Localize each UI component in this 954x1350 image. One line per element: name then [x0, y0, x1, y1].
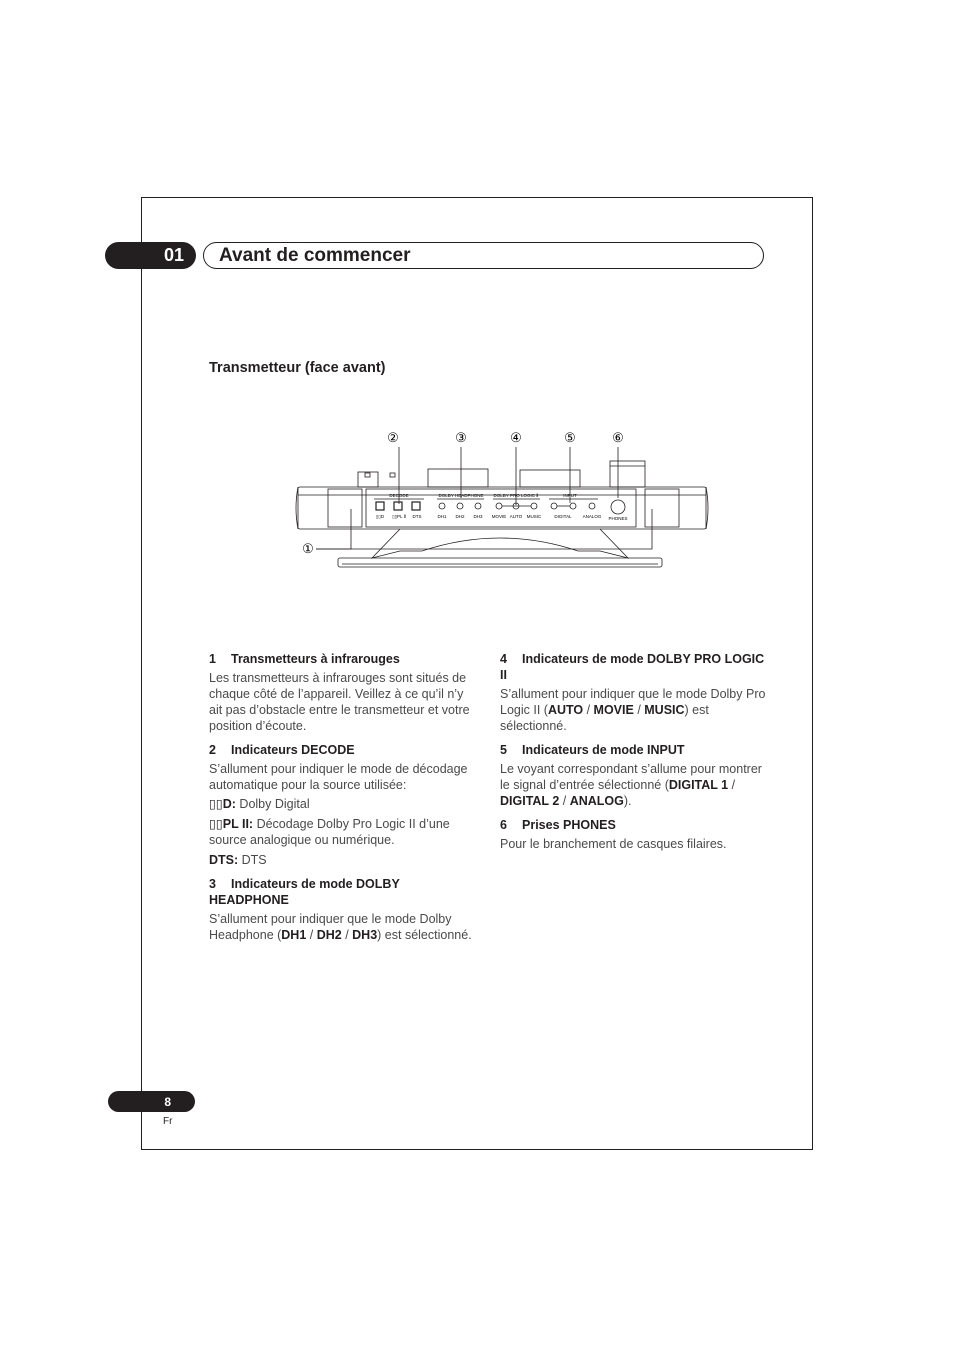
item-body: Pour le branchement de casques filaires. [500, 837, 727, 851]
item-heading [209, 876, 477, 908]
body-text: Le voyant correspondant s’allume pour montrer le signal d’entrée sélectionné ( [500, 762, 762, 792]
item-title: Transmetteurs à infrarouges [231, 652, 400, 666]
item-number: 2 [209, 743, 216, 757]
callout-4: ④ [510, 430, 522, 445]
item-title: Indicateurs de mode DOLBY HEADPHONE [209, 877, 400, 907]
definition-desc: DTS [238, 853, 267, 867]
chapter-title-text: Avant de commencer [219, 244, 411, 266]
callout-3: ③ [455, 430, 467, 445]
item-6 [500, 817, 768, 852]
label-dh1: DH1 [437, 514, 447, 519]
separator: / [583, 703, 594, 717]
option-digital-2: DIGITAL 2 [500, 794, 560, 808]
separator: / [341, 928, 353, 942]
label-phones: PHONES [608, 516, 628, 521]
definition-term: DTS: [209, 853, 239, 867]
label-digital: DIGITAL [554, 514, 572, 519]
label-auto: AUTO [509, 514, 523, 519]
callout-1: ① [302, 541, 314, 556]
item-body [500, 761, 768, 809]
option-music: MUSIC [644, 703, 685, 717]
item-4 [500, 651, 768, 734]
definition-desc: Dolby Digital [235, 797, 310, 811]
item-body: Les transmetteurs à infrarouges sont situés de chaque côté de l’appareil. Veillez à ce qu’il n’y ait pas d’obstacle entre le transmetteur et votre position d’écoute. [209, 671, 470, 733]
label-dh2: DH2 [455, 514, 465, 519]
item-number: 5 [500, 743, 507, 757]
page-number: 8 [108, 1091, 195, 1112]
separator: / [306, 928, 317, 942]
option-dh3: DH3 [352, 928, 378, 942]
item-3 [209, 876, 477, 943]
body-text: S’allument pour indiquer que le mode Dolby Headphone ( [209, 912, 452, 942]
separator: / [559, 794, 570, 808]
item-number: 6 [500, 818, 507, 832]
item-2 [209, 742, 477, 868]
definition-pro-logic [209, 816, 477, 848]
item-heading [500, 651, 768, 683]
chapter-number: 01 [105, 242, 196, 269]
item-title: Indicateurs de mode DOLBY PRO LOGIC II [500, 652, 765, 682]
label-music: MUSIC [526, 514, 542, 519]
item-1 [209, 651, 477, 734]
body-text: S’allument pour indiquer que le mode Dolby Pro Logic II ( [500, 687, 766, 717]
label-movie: MOVIE [491, 514, 507, 519]
item-body: S’allument pour indiquer le mode de décodage automatique pour la source utilisée: [209, 762, 468, 792]
label-dolby-pro-logic: DOLBY PRO LOGIC Ⅱ [493, 493, 539, 498]
option-auto: AUTO [547, 703, 584, 717]
item-body [500, 686, 768, 734]
item-5 [500, 742, 768, 809]
body-text: ). [623, 794, 632, 808]
item-title: Prises PHONES [522, 818, 616, 832]
definition-dts [209, 852, 477, 868]
label-dpl2: ▯▯PL Ⅱ [392, 514, 406, 519]
section-title: Transmetteur (face avant) [209, 360, 386, 376]
transmitter-front-diagram [290, 425, 710, 580]
right-column [500, 651, 768, 860]
label-dh3: DH3 [473, 514, 483, 519]
definition-desc: Décodage Dolby Pro Logic II d’une source analogique ou numérique. [209, 817, 450, 847]
body-text: ) est sélectionné. [500, 703, 709, 733]
left-column [209, 651, 477, 951]
definition-dolby-digital [209, 796, 477, 812]
item-heading [209, 651, 477, 667]
callout-2: ② [387, 430, 399, 445]
callout-6: ⑥ [612, 430, 624, 445]
option-analog: ANALOG [569, 794, 624, 808]
label-dts: DTS [412, 514, 422, 519]
callout-5: ⑤ [564, 430, 576, 445]
separator: / [728, 778, 736, 792]
label-dolby-headphone: DOLBY HEADPHONE [438, 493, 484, 498]
label-analog: ANALOG [582, 514, 602, 519]
definition-term: ▯▯D: [209, 797, 236, 811]
item-title: Indicateurs DECODE [231, 743, 355, 757]
definition-term: ▯▯PL II: [209, 817, 254, 831]
body-text: ) est sélectionné. [377, 928, 472, 942]
option-movie: MOVIE [593, 703, 634, 717]
item-heading [500, 817, 768, 833]
option-digital-1: DIGITAL 1 [668, 778, 729, 792]
language-code: Fr [163, 1116, 173, 1127]
item-heading [500, 742, 768, 758]
option-dh1: DH1 [281, 928, 307, 942]
label-decode: DECODE [389, 493, 409, 498]
label-input: INPUT [563, 493, 577, 498]
option-dh2: DH2 [316, 928, 342, 942]
item-heading [209, 742, 477, 758]
item-number: 1 [209, 652, 216, 666]
item-title: Indicateurs de mode INPUT [522, 743, 685, 757]
item-number: 3 [209, 877, 216, 891]
item-number: 4 [500, 652, 507, 666]
chapter-title [203, 242, 764, 269]
item-body [209, 911, 477, 943]
label-dd: ▯▯D [375, 514, 385, 519]
separator: / [633, 703, 645, 717]
